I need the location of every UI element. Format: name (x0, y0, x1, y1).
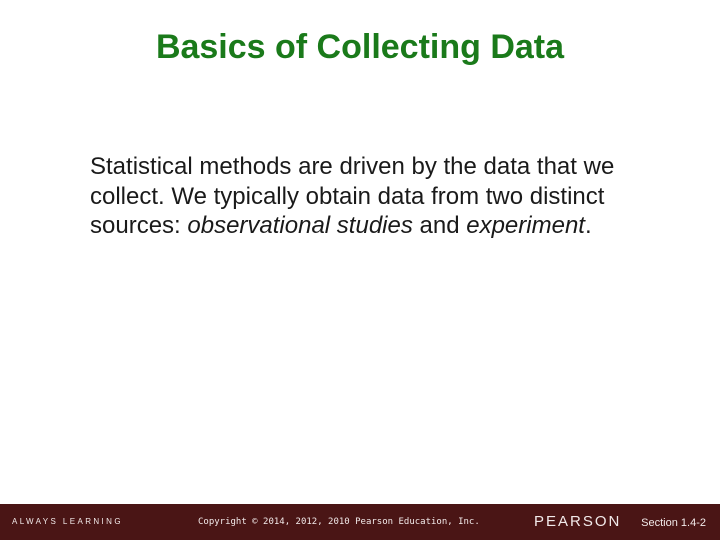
body-text-part-1: Statistical methods are driven by the data that we collect. We typically obtain data from two distinct sources: (90, 153, 615, 239)
slide-body-text (90, 152, 670, 241)
body-text-part-3: . (584, 212, 592, 239)
pearson-logo: PEARSON (534, 513, 622, 530)
body-emphasis-observational-studies: observational studies (187, 212, 413, 239)
body-text-part-2: and (412, 212, 467, 239)
footer-bar (0, 504, 720, 540)
footer-tagline: ALWAYS LEARNING (12, 517, 123, 526)
body-emphasis-experiment: experiment (466, 212, 585, 239)
slide-title: Basics of Collecting Data (155, 28, 565, 66)
footer-copyright: Copyright © 2014, 2012, 2010 Pearson Education, Inc. (198, 517, 480, 527)
footer-section-number: Section 1.4-2 (641, 517, 706, 529)
